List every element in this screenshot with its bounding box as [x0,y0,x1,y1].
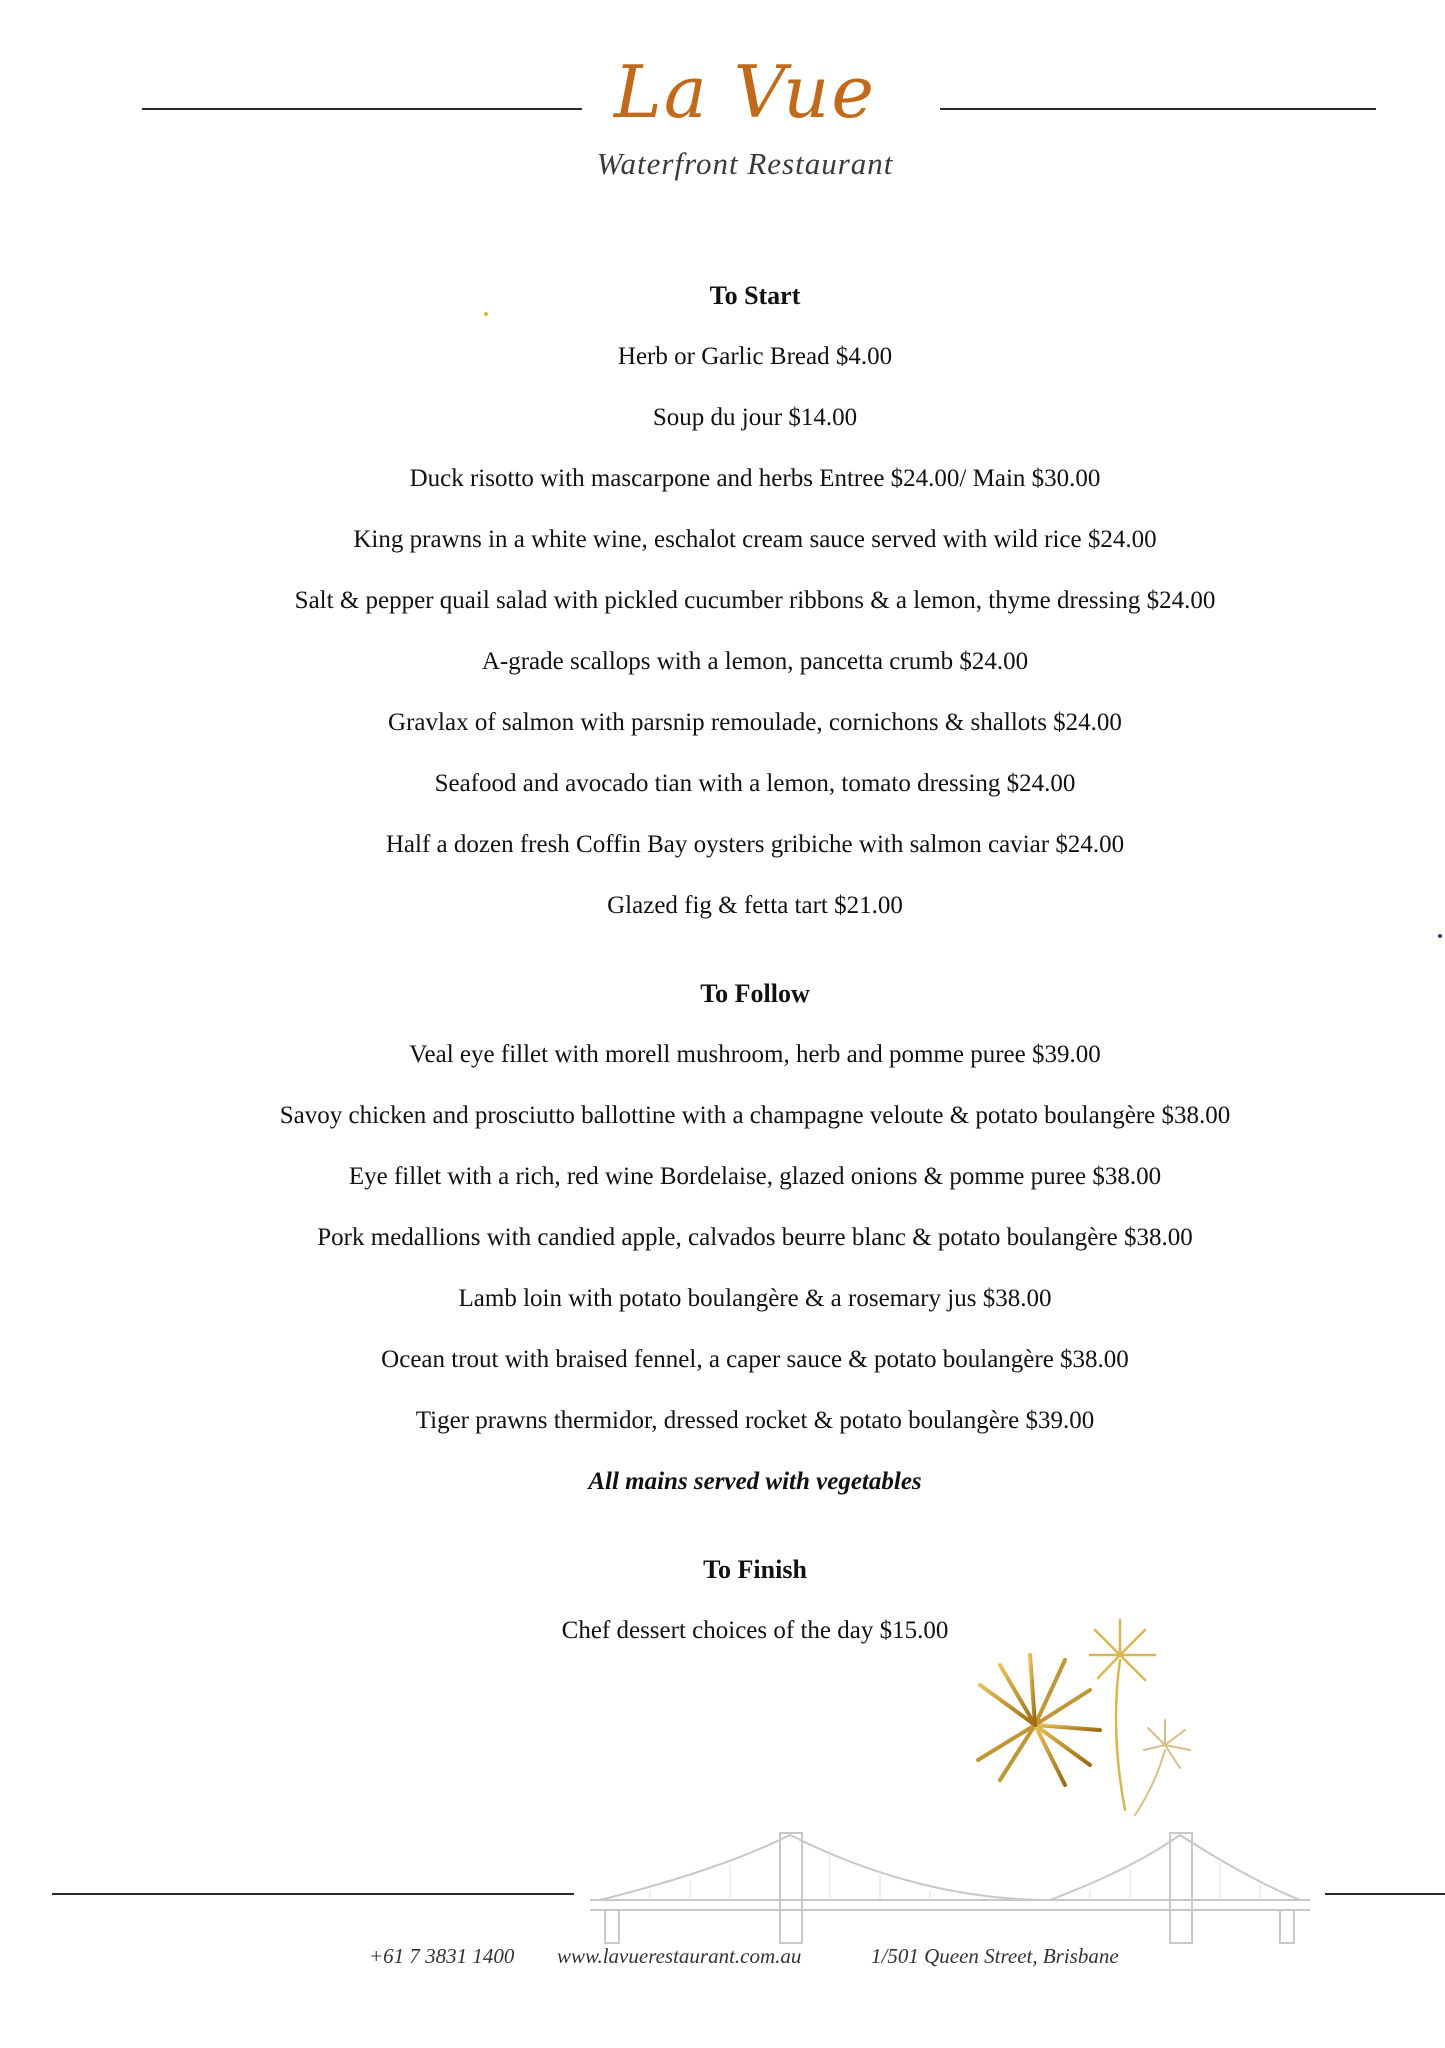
menu-item: Herb or Garlic Bread $4.00 [617,343,893,370]
menu-item: Gravlax of salmon with parsnip remoulade, cornichons & shallots $24.00 [388,709,1122,736]
section-title: To Start [709,281,801,310]
menu-item: Glazed fig & fetta tart $21.00 [607,892,903,919]
fireworks-illustration [960,1600,1200,1830]
section-to-start [0,283,1445,981]
menu-item: Duck risotto with mascarpone and herbs Entree $24.00/ Main $30.00 [409,465,1101,492]
footer-address: 1/501 Queen Street, Brisbane [871,1944,1119,1968]
footer-website: www.lavuerestaurant.com.au [557,1944,802,1968]
menu-item: Savoy chicken and prosciutto ballottine with a champagne veloute & potato boulangère $38.00 [279,1102,1231,1129]
brand-subtitle: Waterfront Restaurant [596,146,894,181]
section-title: To Finish [703,1555,807,1584]
menu-item: Seafood and avocado tian with a lemon, tomato dressing $24.00 [434,770,1076,797]
bridge-tower-left [780,1833,802,1943]
bridge-tower-right [1170,1833,1192,1943]
menu-item: Veal eye fillet with morell mushroom, herb and pomme puree $39.00 [409,1041,1101,1068]
menu-item: Tiger prawns thermidor, dressed rocket & potato boulangère $39.00 [415,1407,1095,1434]
menu-item: Soup du jour $14.00 [652,404,858,431]
firework-burst-top [1090,1620,1155,1810]
menu-item: Pork medallions with candied apple, calvados beurre blanc & potato boulangère $38.00 [317,1224,1193,1251]
spacer [0,1591,1445,1618]
section-to-follow [0,981,1445,1557]
bridge-cable [600,1835,1300,1900]
menu-item: Chef dessert choices of the day $15.00 [561,1617,949,1644]
footer-phone: +61 7 3831 1400 [369,1944,515,1968]
firework-burst-small [1135,1720,1190,1815]
footer-rule-left [52,1893,574,1895]
menu-body [0,283,1445,1679]
footer-contact [0,1944,1445,1984]
menu-item: A-grade scallops with a lemon, pancetta crumb $24.00 [481,648,1029,675]
section-title: To Follow [700,979,810,1008]
story-bridge-illustration [590,1825,1310,1945]
header-rule-left [142,108,582,110]
spacer [0,317,1445,344]
footer-rule-right [1325,1893,1445,1895]
bridge-pier [1280,1910,1294,1943]
bridge-hangers [650,1850,1260,1900]
menu-item: King prawns in a white wine, eschalot cream sauce served with wild rice $24.00 [353,526,1157,553]
menu-item: Eye fillet with a rich, red wine Bordelaise, glazed onions & pomme puree $38.00 [348,1163,1162,1190]
menu-item: Half a dozen fresh Coffin Bay oysters gribiche with salmon caviar $24.00 [385,831,1125,858]
bridge-pier [605,1910,619,1943]
section-to-finish [0,1557,1445,1679]
spacer [0,1015,1445,1042]
firework-burst-large [970,1655,1100,1795]
header-rule-right [940,108,1376,110]
menu-item: Salt & pepper quail salad with pickled cucumber ribbons & a lemon, thyme dressing $24.00 [294,587,1216,614]
brand-logo: La Vue [614,50,876,134]
menu-item: Lamb loin with potato boulangère & a rosemary jus $38.00 [458,1285,1052,1312]
mains-note: All mains served with vegetables [588,1468,922,1495]
menu-header [0,0,1445,200]
menu-item: Ocean trout with braised fennel, a caper sauce & potato boulangère $38.00 [381,1346,1129,1373]
